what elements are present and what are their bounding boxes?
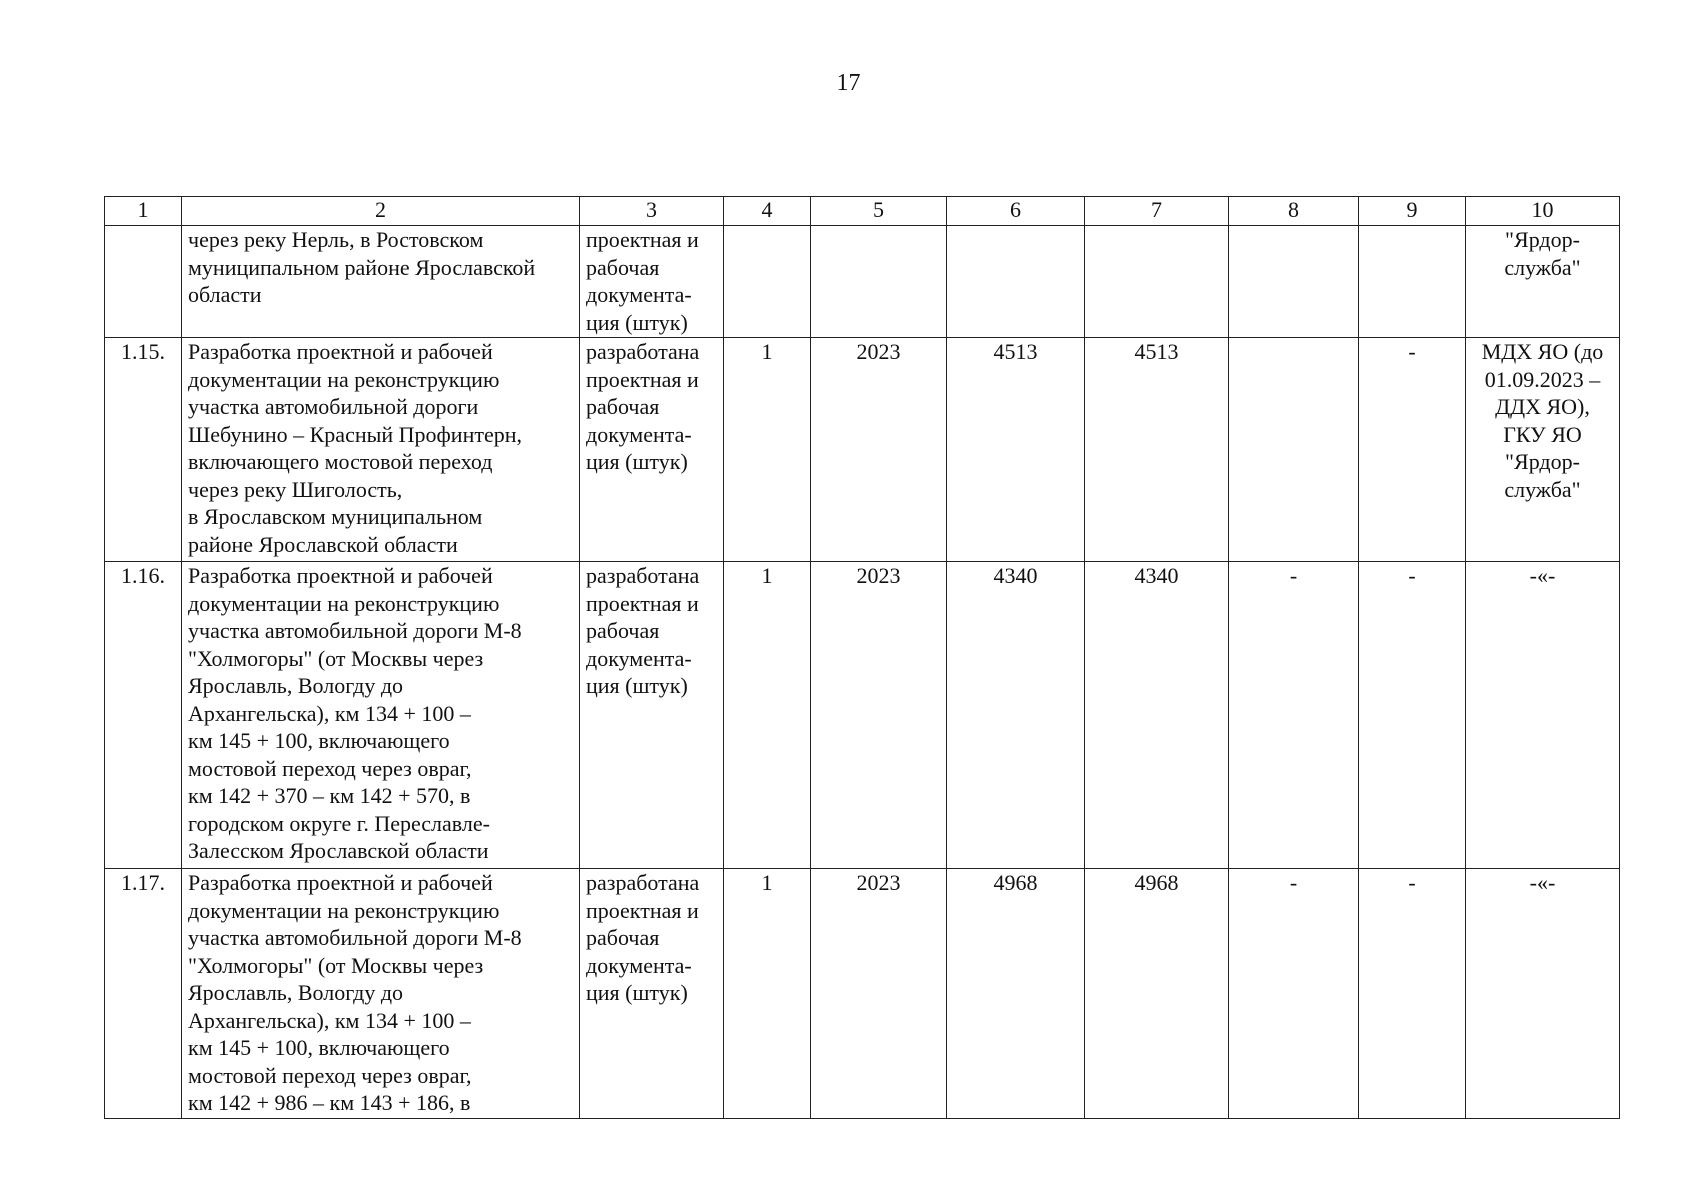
column-number-9: 9 [1359, 197, 1466, 226]
table-header-row [105, 197, 1620, 226]
result-indicator: разработана проектная и рабочая документа- ция (штук) [586, 563, 700, 698]
year: 2023 [811, 562, 947, 869]
row-number: 1.16. [105, 562, 182, 869]
row-number: 1.17. [105, 869, 182, 1119]
executor: -«- [1529, 870, 1556, 895]
page-number: 17 [836, 70, 861, 96]
column-number-1: 1 [105, 197, 182, 226]
column-number-10: 10 [1466, 197, 1620, 226]
event-name: Разработка проектной и рабочей документации на реконструкцию участка автомобильной дороги М-8 "Холмогоры" (от Москвы через Ярославль, Вологду до Архангельска), км 134 + 100 – км 145 + 100, включающего мостовой переход через овраг, км 142 + 986 – км 143 + 186, в [188, 870, 522, 1115]
amount-col-9 [1359, 226, 1466, 338]
event-name: Разработка проектной и рабочей документации на реконструкцию участка автомобильной дороги М-8 "Холмогоры" (от Москвы через Ярославль, Вологду до Архангельска), км 134 + 100 – км 145 + 100, включающего мостовой переход через овраг, км 142 + 370 – км 142 + 570, в городском округе г. Переславле- Залесском Ярославской области [188, 563, 522, 863]
executor: "Ярдор- служба" [1504, 227, 1581, 280]
result-indicator: разработана проектная и рабочая документа- ция (штук) [586, 339, 700, 474]
amount-col-6: 4968 [947, 869, 1085, 1119]
result-indicator: разработана проектная и рабочая документа- ция (штук) [586, 870, 700, 1005]
result-indicator: проектная и рабочая документа- ция (штук) [586, 227, 699, 335]
program-table [104, 196, 1620, 1119]
amount-col-8 [1229, 226, 1359, 338]
row-number [105, 226, 182, 338]
amount-col-9: - [1359, 338, 1466, 562]
column-number-4: 4 [724, 197, 811, 226]
column-number-2: 2 [182, 197, 580, 226]
quantity [724, 226, 811, 338]
executor: МДХ ЯО (до 01.09.2023 – ДДХ ЯО), ГКУ ЯО "Ярдор- служба" [1481, 339, 1604, 502]
year [811, 226, 947, 338]
amount-col-8: - [1229, 869, 1359, 1119]
amount-col-6: 4340 [947, 562, 1085, 869]
quantity: 1 [724, 562, 811, 869]
amount-col-7 [1085, 226, 1229, 338]
quantity: 1 [724, 869, 811, 1119]
amount-col-8: - [1229, 562, 1359, 869]
amount-col-8 [1229, 338, 1359, 562]
executor: -«- [1529, 563, 1556, 588]
table-row [105, 226, 1620, 338]
amount-col-7: 4340 [1085, 562, 1229, 869]
amount-col-7: 4968 [1085, 869, 1229, 1119]
column-number-8: 8 [1229, 197, 1359, 226]
column-number-7: 7 [1085, 197, 1229, 226]
amount-col-9: - [1359, 869, 1466, 1119]
row-number: 1.15. [105, 338, 182, 562]
column-number-5: 5 [811, 197, 947, 226]
column-number-6: 6 [947, 197, 1085, 226]
quantity: 1 [724, 338, 811, 562]
event-name: через реку Нерль, в Ростовском муниципальном районе Ярославской области [188, 227, 536, 307]
amount-col-6: 4513 [947, 338, 1085, 562]
amount-col-6 [947, 226, 1085, 338]
amount-col-7: 4513 [1085, 338, 1229, 562]
year: 2023 [811, 338, 947, 562]
event-name: Разработка проектной и рабочей документации на реконструкцию участка автомобильной дороги Шебунино – Красный Профинтерн, включающего мостовой переход через реку Шиголость, в Ярославском муниципальном районе Ярославской области [188, 339, 523, 557]
table-row [105, 338, 1620, 562]
year: 2023 [811, 869, 947, 1119]
amount-col-9: - [1359, 562, 1466, 869]
table-row [105, 869, 1620, 1119]
column-number-3: 3 [580, 197, 724, 226]
table-row [105, 562, 1620, 869]
